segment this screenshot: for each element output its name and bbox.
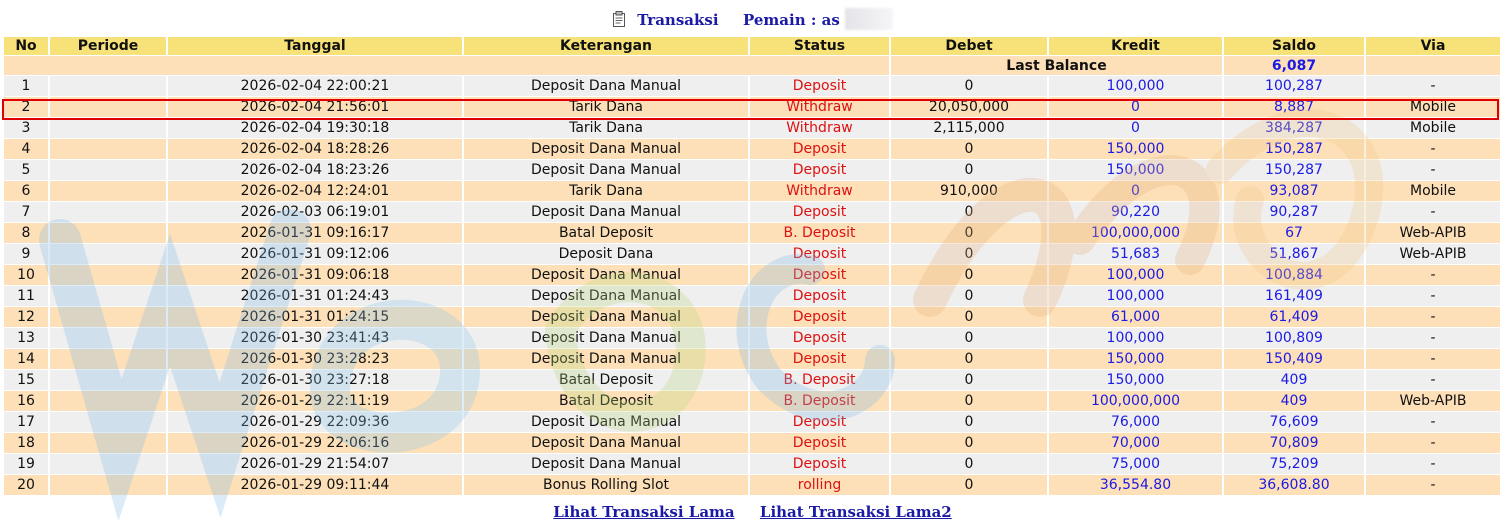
cell-debet: 0 bbox=[891, 286, 1047, 306]
cell-saldo: 90,287 bbox=[1224, 202, 1364, 222]
cell-keterangan: Deposit Dana Manual bbox=[464, 454, 748, 474]
cell-debet: 910,000 bbox=[891, 181, 1047, 201]
cell-debet: 0 bbox=[891, 202, 1047, 222]
cell-periode bbox=[50, 181, 166, 201]
column-header-keterangan: Keterangan bbox=[464, 37, 748, 55]
cell-kredit: 75,000 bbox=[1049, 454, 1222, 474]
cell-periode bbox=[50, 391, 166, 411]
cell-debet: 2,115,000 bbox=[891, 118, 1047, 138]
cell-debet: 0 bbox=[891, 160, 1047, 180]
cell-keterangan: Tarik Dana bbox=[464, 118, 748, 138]
cell-no: 3 bbox=[4, 118, 48, 138]
cell-status: rolling bbox=[750, 475, 889, 495]
cell-via: - bbox=[1366, 139, 1500, 159]
table-row bbox=[4, 391, 1500, 411]
cell-tanggal: 2026-02-04 19:30:18 bbox=[168, 118, 462, 138]
table-row bbox=[4, 97, 1500, 117]
cell-keterangan: Deposit Dana bbox=[464, 244, 748, 264]
cell-kredit: 76,000 bbox=[1049, 412, 1222, 432]
cell-via: - bbox=[1366, 286, 1500, 306]
cell-status: Deposit bbox=[750, 160, 889, 180]
last-balance-row bbox=[4, 56, 1500, 75]
cell-no: 4 bbox=[4, 139, 48, 159]
cell-tanggal: 2026-01-31 09:12:06 bbox=[168, 244, 462, 264]
cell-status: Deposit bbox=[750, 328, 889, 348]
cell-no: 11 bbox=[4, 286, 48, 306]
column-header-saldo: Saldo bbox=[1224, 37, 1364, 55]
cell-debet: 0 bbox=[891, 139, 1047, 159]
cell-debet: 0 bbox=[891, 328, 1047, 348]
table-row bbox=[4, 433, 1500, 453]
cell-keterangan: Deposit Dana Manual bbox=[464, 433, 748, 453]
cell-via: Web-APIB bbox=[1366, 244, 1500, 264]
cell-keterangan: Deposit Dana Manual bbox=[464, 328, 748, 348]
cell-periode bbox=[50, 433, 166, 453]
cell-saldo: 75,209 bbox=[1224, 454, 1364, 474]
cell-tanggal: 2026-01-30 23:41:43 bbox=[168, 328, 462, 348]
page-title: Transaksi bbox=[637, 11, 719, 29]
cell-via: Web-APIB bbox=[1366, 391, 1500, 411]
cell-kredit: 0 bbox=[1049, 181, 1222, 201]
table-row bbox=[4, 160, 1500, 180]
table-row bbox=[4, 412, 1500, 432]
cell-periode bbox=[50, 349, 166, 369]
cell-status: Deposit bbox=[750, 454, 889, 474]
cell-saldo: 100,287 bbox=[1224, 76, 1364, 96]
cell-saldo: 150,287 bbox=[1224, 160, 1364, 180]
transaction-table bbox=[2, 36, 1502, 496]
cell-debet: 0 bbox=[891, 370, 1047, 390]
cell-keterangan: Deposit Dana Manual bbox=[464, 349, 748, 369]
cell-debet: 0 bbox=[891, 76, 1047, 96]
cell-via: - bbox=[1366, 307, 1500, 327]
last-balance-via bbox=[1366, 56, 1500, 75]
cell-keterangan: Deposit Dana Manual bbox=[464, 160, 748, 180]
cell-tanggal: 2026-02-04 12:24:01 bbox=[168, 181, 462, 201]
cell-tanggal: 2026-01-29 09:11:44 bbox=[168, 475, 462, 495]
cell-kredit: 100,000 bbox=[1049, 286, 1222, 306]
cell-kredit: 150,000 bbox=[1049, 370, 1222, 390]
cell-no: 13 bbox=[4, 328, 48, 348]
cell-saldo: 409 bbox=[1224, 391, 1364, 411]
cell-no: 16 bbox=[4, 391, 48, 411]
cell-no: 2 bbox=[4, 97, 48, 117]
cell-no: 15 bbox=[4, 370, 48, 390]
cell-periode bbox=[50, 286, 166, 306]
cell-no: 14 bbox=[4, 349, 48, 369]
cell-via: - bbox=[1366, 328, 1500, 348]
cell-no: 6 bbox=[4, 181, 48, 201]
cell-keterangan: Deposit Dana Manual bbox=[464, 286, 748, 306]
cell-saldo: 76,609 bbox=[1224, 412, 1364, 432]
cell-keterangan: Deposit Dana Manual bbox=[464, 265, 748, 285]
cell-periode bbox=[50, 475, 166, 495]
cell-tanggal: 2026-01-31 09:06:18 bbox=[168, 265, 462, 285]
cell-saldo: 8,887 bbox=[1224, 97, 1364, 117]
cell-no: 17 bbox=[4, 412, 48, 432]
cell-debet: 0 bbox=[891, 391, 1047, 411]
cell-periode bbox=[50, 97, 166, 117]
cell-no: 7 bbox=[4, 202, 48, 222]
cell-periode bbox=[50, 118, 166, 138]
column-header-debet: Debet bbox=[891, 37, 1047, 55]
cell-kredit: 100,000 bbox=[1049, 328, 1222, 348]
cell-debet: 20,050,000 bbox=[891, 97, 1047, 117]
cell-keterangan: Batal Deposit bbox=[464, 370, 748, 390]
clipboard-icon bbox=[612, 11, 626, 31]
cell-no: 10 bbox=[4, 265, 48, 285]
column-header-tanggal: Tanggal bbox=[168, 37, 462, 55]
cell-via: Mobile bbox=[1366, 97, 1500, 117]
cell-tanggal: 2026-01-31 01:24:15 bbox=[168, 307, 462, 327]
cell-keterangan: Tarik Dana bbox=[464, 181, 748, 201]
cell-via: Mobile bbox=[1366, 118, 1500, 138]
cell-debet: 0 bbox=[891, 475, 1047, 495]
cell-kredit: 100,000,000 bbox=[1049, 223, 1222, 243]
cell-status: B. Deposit bbox=[750, 370, 889, 390]
cell-debet: 0 bbox=[891, 412, 1047, 432]
player-label: Pemain : as bbox=[743, 11, 840, 29]
cell-tanggal: 2026-01-29 22:06:16 bbox=[168, 433, 462, 453]
cell-kredit: 100,000 bbox=[1049, 265, 1222, 285]
cell-no: 5 bbox=[4, 160, 48, 180]
cell-saldo: 36,608.80 bbox=[1224, 475, 1364, 495]
column-header-via: Via bbox=[1366, 37, 1500, 55]
cell-status: Deposit bbox=[750, 286, 889, 306]
cell-saldo: 61,409 bbox=[1224, 307, 1364, 327]
cell-kredit: 150,000 bbox=[1049, 160, 1222, 180]
cell-tanggal: 2026-02-04 22:00:21 bbox=[168, 76, 462, 96]
cell-tanggal: 2026-02-04 18:23:26 bbox=[168, 160, 462, 180]
cell-saldo: 384,287 bbox=[1224, 118, 1364, 138]
cell-tanggal: 2026-01-31 01:24:43 bbox=[168, 286, 462, 306]
cell-kredit: 51,683 bbox=[1049, 244, 1222, 264]
page-header bbox=[0, 8, 1505, 34]
cell-periode bbox=[50, 370, 166, 390]
cell-kredit: 90,220 bbox=[1049, 202, 1222, 222]
cell-tanggal: 2026-01-30 23:27:18 bbox=[168, 370, 462, 390]
cell-keterangan: Deposit Dana Manual bbox=[464, 412, 748, 432]
cell-tanggal: 2026-02-03 06:19:01 bbox=[168, 202, 462, 222]
cell-via: - bbox=[1366, 202, 1500, 222]
table-row bbox=[4, 370, 1500, 390]
table-row bbox=[4, 202, 1500, 222]
cell-kredit: 100,000 bbox=[1049, 76, 1222, 96]
cell-no: 12 bbox=[4, 307, 48, 327]
cell-periode bbox=[50, 412, 166, 432]
table-row bbox=[4, 328, 1500, 348]
cell-status: Withdraw bbox=[750, 118, 889, 138]
cell-status: Deposit bbox=[750, 76, 889, 96]
cell-keterangan: Deposit Dana Manual bbox=[464, 76, 748, 96]
last-balance-label: Last Balance bbox=[891, 56, 1222, 75]
cell-no: 1 bbox=[4, 76, 48, 96]
cell-periode bbox=[50, 202, 166, 222]
cell-status: Deposit bbox=[750, 433, 889, 453]
table-row bbox=[4, 139, 1500, 159]
cell-debet: 0 bbox=[891, 433, 1047, 453]
column-header-status: Status bbox=[750, 37, 889, 55]
cell-kredit: 36,554.80 bbox=[1049, 475, 1222, 495]
cell-status: Deposit bbox=[750, 412, 889, 432]
cell-via: - bbox=[1366, 160, 1500, 180]
cell-via: - bbox=[1366, 412, 1500, 432]
cell-periode bbox=[50, 454, 166, 474]
table-row bbox=[4, 76, 1500, 96]
cell-keterangan: Deposit Dana Manual bbox=[464, 307, 748, 327]
column-header-kredit: Kredit bbox=[1049, 37, 1222, 55]
cell-saldo: 93,087 bbox=[1224, 181, 1364, 201]
cell-periode bbox=[50, 139, 166, 159]
table-row bbox=[4, 349, 1500, 369]
cell-status: Deposit bbox=[750, 244, 889, 264]
cell-via: - bbox=[1366, 349, 1500, 369]
cell-status: Deposit bbox=[750, 202, 889, 222]
redacted-player-name bbox=[845, 8, 893, 30]
cell-via: - bbox=[1366, 433, 1500, 453]
cell-kredit: 0 bbox=[1049, 118, 1222, 138]
cell-via: - bbox=[1366, 76, 1500, 96]
cell-status: Deposit bbox=[750, 349, 889, 369]
cell-saldo: 67 bbox=[1224, 223, 1364, 243]
cell-no: 19 bbox=[4, 454, 48, 474]
cell-kredit: 0 bbox=[1049, 97, 1222, 117]
cell-keterangan: Deposit Dana Manual bbox=[464, 139, 748, 159]
cell-keterangan: Bonus Rolling Slot bbox=[464, 475, 748, 495]
cell-saldo: 70,809 bbox=[1224, 433, 1364, 453]
table-row bbox=[4, 118, 1500, 138]
cell-debet: 0 bbox=[891, 454, 1047, 474]
cell-tanggal: 2026-02-04 21:56:01 bbox=[168, 97, 462, 117]
old-transactions-2-link[interactable]: Lihat Transaksi Lama2 bbox=[759, 503, 952, 521]
cell-via: Mobile bbox=[1366, 181, 1500, 201]
old-transactions-link[interactable]: Lihat Transaksi Lama bbox=[553, 503, 735, 521]
cell-status: Withdraw bbox=[750, 97, 889, 117]
cell-tanggal: 2026-01-29 21:54:07 bbox=[168, 454, 462, 474]
cell-saldo: 100,809 bbox=[1224, 328, 1364, 348]
cell-tanggal: 2026-01-30 23:28:23 bbox=[168, 349, 462, 369]
cell-kredit: 150,000 bbox=[1049, 349, 1222, 369]
cell-saldo: 150,409 bbox=[1224, 349, 1364, 369]
footer-links bbox=[0, 503, 1505, 521]
table-row bbox=[4, 223, 1500, 243]
cell-no: 8 bbox=[4, 223, 48, 243]
table-row bbox=[4, 181, 1500, 201]
cell-periode bbox=[50, 76, 166, 96]
cell-no: 18 bbox=[4, 433, 48, 453]
cell-tanggal: 2026-02-04 18:28:26 bbox=[168, 139, 462, 159]
table-row bbox=[4, 265, 1500, 285]
cell-via: Web-APIB bbox=[1366, 223, 1500, 243]
cell-saldo: 409 bbox=[1224, 370, 1364, 390]
cell-periode bbox=[50, 160, 166, 180]
cell-via: - bbox=[1366, 265, 1500, 285]
table-row bbox=[4, 244, 1500, 264]
cell-status: Deposit bbox=[750, 139, 889, 159]
cell-saldo: 100,884 bbox=[1224, 265, 1364, 285]
cell-periode bbox=[50, 265, 166, 285]
table-row bbox=[4, 454, 1500, 474]
cell-kredit: 100,000,000 bbox=[1049, 391, 1222, 411]
cell-via: - bbox=[1366, 454, 1500, 474]
cell-tanggal: 2026-01-31 09:16:17 bbox=[168, 223, 462, 243]
cell-periode bbox=[50, 244, 166, 264]
cell-saldo: 161,409 bbox=[1224, 286, 1364, 306]
cell-periode bbox=[50, 328, 166, 348]
table-row bbox=[4, 307, 1500, 327]
cell-kredit: 70,000 bbox=[1049, 433, 1222, 453]
table-row bbox=[4, 286, 1500, 306]
cell-status: B. Deposit bbox=[750, 391, 889, 411]
cell-periode bbox=[50, 223, 166, 243]
cell-no: 9 bbox=[4, 244, 48, 264]
cell-tanggal: 2026-01-29 22:09:36 bbox=[168, 412, 462, 432]
cell-saldo: 150,287 bbox=[1224, 139, 1364, 159]
cell-via: - bbox=[1366, 475, 1500, 495]
cell-periode bbox=[50, 307, 166, 327]
table-row bbox=[4, 475, 1500, 495]
last-balance-value: 6,087 bbox=[1224, 56, 1364, 75]
cell-debet: 0 bbox=[891, 223, 1047, 243]
cell-debet: 0 bbox=[891, 244, 1047, 264]
cell-kredit: 150,000 bbox=[1049, 139, 1222, 159]
last-balance-spacer bbox=[4, 56, 889, 75]
cell-keterangan: Batal Deposit bbox=[464, 391, 748, 411]
cell-saldo: 51,867 bbox=[1224, 244, 1364, 264]
cell-debet: 0 bbox=[891, 349, 1047, 369]
cell-keterangan: Tarik Dana bbox=[464, 97, 748, 117]
cell-status: Withdraw bbox=[750, 181, 889, 201]
cell-debet: 0 bbox=[891, 265, 1047, 285]
column-header-no: No bbox=[4, 37, 48, 55]
cell-tanggal: 2026-01-29 22:11:19 bbox=[168, 391, 462, 411]
cell-debet: 0 bbox=[891, 307, 1047, 327]
column-header-periode: Periode bbox=[50, 37, 166, 55]
cell-status: Deposit bbox=[750, 265, 889, 285]
cell-status: Deposit bbox=[750, 307, 889, 327]
cell-status: B. Deposit bbox=[750, 223, 889, 243]
cell-keterangan: Batal Deposit bbox=[464, 223, 748, 243]
cell-via: - bbox=[1366, 370, 1500, 390]
table-header-row bbox=[4, 37, 1500, 55]
cell-no: 20 bbox=[4, 475, 48, 495]
cell-kredit: 61,000 bbox=[1049, 307, 1222, 327]
cell-keterangan: Deposit Dana Manual bbox=[464, 202, 748, 222]
